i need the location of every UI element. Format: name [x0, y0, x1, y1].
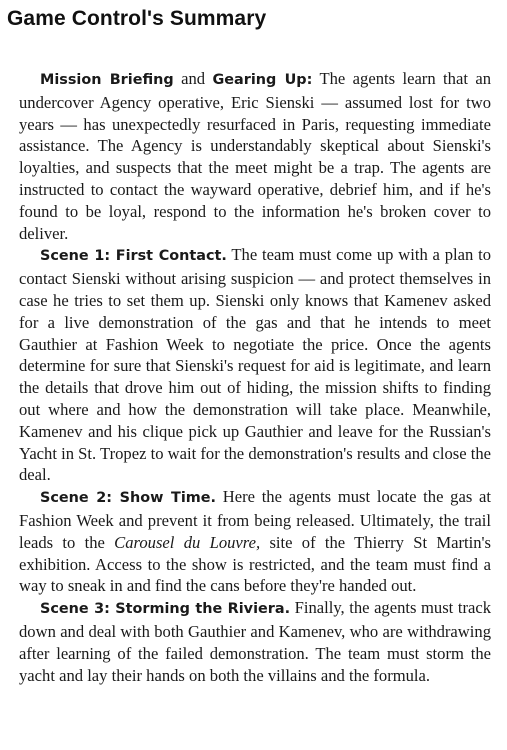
lead-scene-3: Scene 3: Storming the Riviera.: [40, 601, 291, 618]
venue-name: Carousel du Louvre,: [114, 532, 261, 552]
lead-gearing-up: Gearing Up:: [212, 72, 313, 88]
paragraph-body-start: Here the agents must locate the gas at Fashion Week and prevent it from being released. Ultimately, the trail leads to the: [19, 487, 492, 552]
lead-connector: and: [173, 69, 213, 88]
paragraph-body: Finally, the agents must track down and deal with both Gauthier and Kamenev, who are withdrawing after learning of the failed demonstration. The team must storm the yacht and lay their hands on both the villains and the formula.: [19, 598, 491, 685]
page-title: Game Control's Summary: [7, 7, 267, 30]
paragraph-body-end: site of the Thierry St Martin's exhibition. Access to the show is restricted, and the team must find a way to sneak in and find the cans before they're handed out.: [19, 532, 491, 596]
summary-text: [19, 68, 491, 686]
paragraph-body: The team must come up with a plan to contact Sienski without arising suspicion — and protect themselves in case he tries to set them up. Sienski only knows that Kamenev asked for a live demonstration of the gas and that he intends to meet Gauthier at Fashion Week to negotiate the price. Once the agents determine for sure that Sienski's request for aid is legitimate, and learn the details that drove him out of hiding, the mission shifts to finding out where and how the demonstration will take place. Meanwhile, Kamenev and his clique pick up Gauthier and leave for the Russian's Yacht in St. Tropez to wait for the demonstration's results and close the deal.: [19, 245, 491, 485]
paragraph-scene-1: [19, 244, 491, 486]
lead-scene-1: Scene 1: First Contact.: [40, 248, 227, 265]
lead-scene-2: Scene 2: Show Time.: [40, 490, 216, 507]
paragraph-scene-3: [19, 597, 491, 686]
paragraph-scene-2: [19, 486, 491, 597]
paragraph-body: The agents learn that an undercover Agency operative, Eric Sienski — assumed lost for two years — has unexpectedly resurfaced in Paris, requesting immediate assistance. The Agency is understandably skeptical about Sienski's loyalties, and suspects that the meet might be a trap. The agents are instructed to contact the wayward operative, debrief him, and if he's found to be loyal, respond to the information he's broken cover to deliver.: [19, 69, 491, 243]
paragraph-mission-briefing: [19, 68, 491, 244]
lead-mission-briefing: Mission Briefing: [40, 72, 174, 88]
